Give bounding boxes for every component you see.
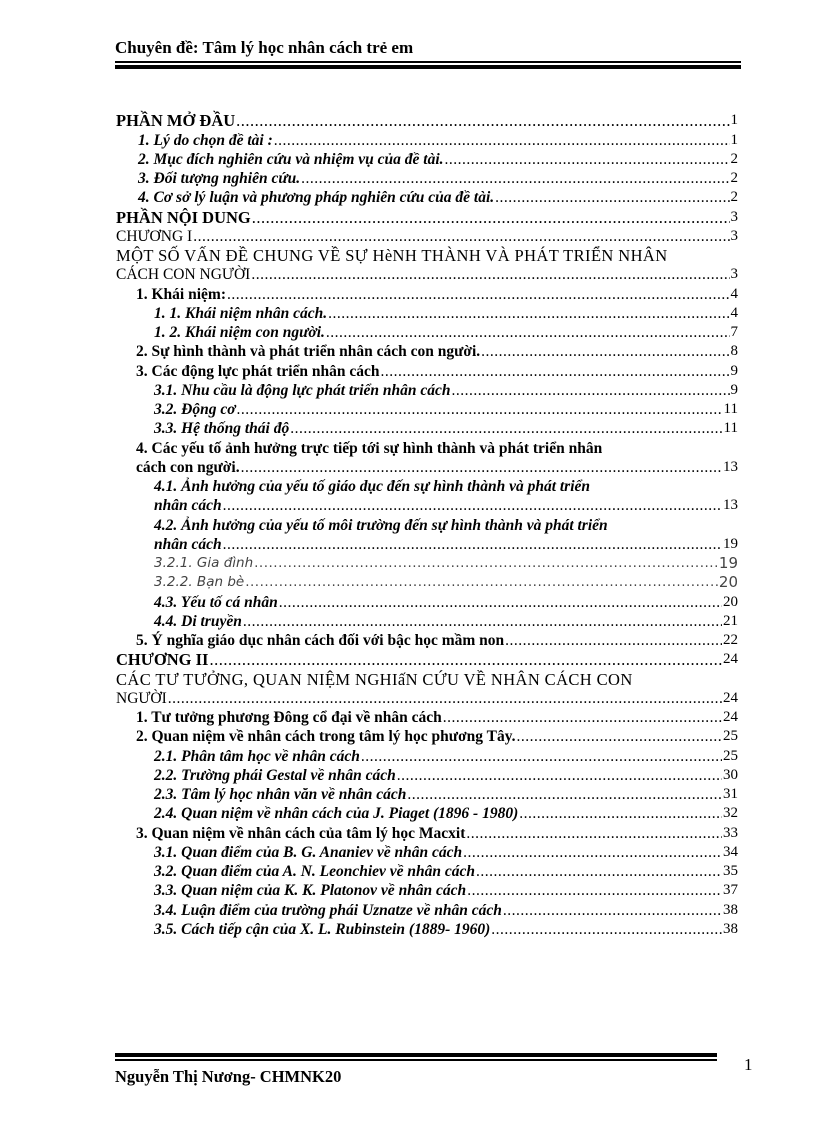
toc-entry-title: 3.3. Quan niệm của K. K. Platonov về nhân cách (154, 882, 467, 900)
toc-leader-dots (407, 785, 722, 804)
toc-entry[interactable] (116, 419, 738, 438)
toc-entry-title: 1. Lý do chọn đề tài : (138, 131, 273, 149)
toc-entry-page: 3 (730, 227, 738, 244)
toc-entry[interactable] (116, 361, 738, 380)
toc-entry[interactable] (116, 804, 738, 823)
toc-entry[interactable] (116, 689, 738, 708)
toc-entry-title: 1. 1. Khái niệm nhân cách. (154, 304, 328, 322)
toc-entry[interactable] (116, 727, 738, 746)
toc-entry-title: 2.3. Tâm lý học nhân văn về nhân cách (154, 786, 407, 803)
toc-entry-title: nhân cách (154, 535, 222, 553)
toc-entry[interactable] (116, 246, 738, 265)
toc-leader-dots (227, 285, 730, 304)
toc-entry-title: 4.1. Ảnh hưởng của yếu tố giáo dục đến sự hình thành và phát triển (154, 478, 591, 495)
toc-entry-title: 2. Mục đích nghiên cứu và nhiệm vụ của đề tài. (138, 150, 444, 168)
toc-leader-dots (274, 131, 730, 150)
toc-entry[interactable] (116, 342, 738, 361)
toc-leader-dots (505, 631, 722, 650)
toc-entry[interactable] (116, 862, 738, 881)
footer-rule-thick (115, 1053, 717, 1057)
toc-entry-title: CHƯƠNG II (116, 650, 209, 670)
toc-entry-title: 1. 2. Khái niệm con người. (154, 324, 325, 341)
toc-entry[interactable] (116, 458, 738, 477)
toc-entry-page: 1 (730, 131, 738, 148)
toc-entry-page: 9 (730, 381, 738, 398)
toc-entry-page: 37 (723, 882, 738, 899)
toc-entry-page: 11 (723, 401, 738, 417)
toc-leader-dots (519, 804, 722, 823)
toc-leader-dots (279, 593, 722, 612)
toc-leader-dots (443, 708, 722, 727)
toc-entry[interactable] (116, 920, 738, 939)
toc-entry-page: 4 (730, 285, 738, 302)
toc-entry-title: 3.2.1. Gia đình (154, 555, 254, 571)
toc-entry-page: 11 (723, 420, 738, 437)
toc-entry-page: 38 (723, 901, 738, 918)
toc-entry[interactable] (116, 323, 738, 342)
toc-entry-title: CÁCH CON NGƯỜI (116, 266, 251, 284)
toc-entry[interactable] (116, 785, 738, 804)
toc-entry-title: 3. Đối tượng nghiên cứu. (138, 170, 301, 187)
toc-leader-dots (223, 496, 722, 515)
toc-entry[interactable] (116, 515, 738, 534)
toc-entry-page: 35 (723, 863, 738, 879)
toc-entry-page: 8 (730, 343, 738, 360)
toc-leader-dots (481, 342, 729, 361)
toc-entry[interactable] (116, 188, 738, 207)
toc-leader-dots (452, 381, 730, 400)
toc-entry-page: 2 (730, 189, 738, 206)
toc-leader-dots (503, 901, 722, 920)
toc-entry[interactable] (116, 843, 738, 862)
toc-entry[interactable] (116, 612, 738, 631)
toc-entry[interactable] (116, 169, 738, 188)
toc-entry-title: 4.4. Di truyền (154, 612, 242, 630)
toc-entry-title: 2.4. Quan niệm về nhân cách của J. Piaget (1896 - 1980) (154, 805, 519, 823)
toc-entry-page: 3 (730, 266, 738, 283)
toc-leader-dots (168, 689, 722, 708)
toc-entry[interactable] (116, 900, 738, 919)
toc-entry-page: 33 (723, 824, 738, 841)
toc-entry[interactable] (116, 381, 738, 400)
toc-entry-page: 13 (723, 458, 738, 475)
toc-entry-title: nhân cách (154, 497, 222, 515)
toc-leader-dots (491, 920, 722, 939)
toc-entry-title: CHƯƠNG I (116, 227, 193, 245)
toc-leader-dots (251, 265, 729, 284)
toc-entry-title: 3. Quan niệm về nhân cách của tâm lý học Macxit (136, 824, 466, 842)
toc-entry-page: 25 (723, 747, 738, 764)
toc-entry[interactable] (116, 766, 738, 785)
toc-entry-title: NGƯỜI (116, 689, 167, 707)
toc-entry-page: 20 (723, 593, 738, 610)
toc-entry[interactable] (116, 227, 738, 246)
footer-rule-thin (115, 1059, 717, 1061)
table-of-contents (116, 111, 738, 939)
toc-entry-title: cách con người. (136, 458, 240, 476)
toc-entry[interactable] (116, 111, 738, 130)
toc-entry-title: 2. Sự hình thành và phát triển nhân cách con người. (136, 343, 481, 361)
footer-page-number: 1 (744, 1055, 753, 1074)
toc-leader-dots (361, 747, 722, 766)
toc-entry-page: 19 (723, 535, 738, 552)
toc-entry-page: 22 (723, 632, 738, 648)
toc-entry[interactable] (116, 573, 738, 592)
toc-entry-title: 3.3. Hệ thống thái độ (154, 420, 290, 438)
toc-entry-title: 3.4. Luận điểm của trường phái Uznatze về nhân cách (154, 901, 502, 919)
toc-entry-title: 2.1. Phân tâm học về nhân cách (154, 747, 360, 765)
toc-entry-title: 4. Cơ sở lý luận và phương pháp nghiên cứu của đề tài. (138, 189, 495, 207)
toc-leader-dots (516, 727, 722, 746)
toc-leader-dots (241, 458, 722, 477)
toc-entry-page: 20 (718, 573, 738, 592)
toc-leader-dots (328, 304, 729, 323)
toc-entry-title: 3.1. Quan điểm của B. G. Ananiev về nhân cách (154, 843, 463, 861)
toc-entry-title: 5. Ý nghĩa giáo dục nhân cách đối với bậc học mầm non (136, 632, 505, 649)
toc-leader-dots (290, 419, 722, 438)
toc-entry-page: 24 (723, 709, 738, 725)
toc-entry-title: PHẦN MỞ ĐẦU (116, 111, 236, 131)
toc-entry-page: 30 (723, 766, 738, 783)
toc-entry[interactable] (116, 265, 738, 284)
toc-leader-dots (463, 843, 722, 862)
toc-entry-title: 2. Quan niệm về nhân cách trong tâm lý học phương Tây. (136, 728, 516, 746)
toc-leader-dots (301, 169, 729, 188)
toc-entry-page: 19 (718, 554, 738, 572)
toc-entry-title: 4.3. Yếu tố cá nhân (154, 593, 278, 611)
toc-entry-title: 1. Tư tưởng phương Đông cổ đại về nhân cách (136, 709, 442, 726)
toc-entry[interactable] (116, 477, 738, 496)
toc-entry-title: 1. Khái niệm: (136, 285, 226, 303)
toc-entry[interactable] (116, 207, 738, 226)
toc-entry-page: 1 (730, 112, 738, 129)
toc-entry-title: 2.2. Trường phái Gestal về nhân cách (154, 766, 396, 784)
toc-entry[interactable] (116, 631, 738, 650)
toc-leader-dots (495, 188, 729, 207)
header-title: Chuyên đề: Tâm lý học nhân cách trẻ em (115, 38, 414, 57)
toc-entry[interactable] (116, 496, 738, 515)
toc-entry-page: 32 (723, 805, 738, 822)
header-rule-thin (115, 61, 741, 63)
toc-entry[interactable] (116, 669, 738, 688)
toc-entry[interactable] (116, 746, 738, 765)
toc-entry[interactable] (116, 708, 738, 727)
toc-entry-title: 3.2. Quan điểm của A. N. Leonchiev về nhân cách (154, 863, 476, 880)
toc-entry-page: 13 (723, 497, 738, 514)
toc-entry-page: 31 (723, 786, 738, 802)
toc-leader-dots (223, 535, 722, 554)
toc-entry-page: 3 (730, 208, 738, 225)
toc-leader-dots (381, 362, 730, 381)
toc-entry-page: 7 (730, 324, 738, 340)
toc-entry-page: 9 (730, 362, 738, 379)
toc-leader-dots (236, 111, 729, 130)
toc-entry[interactable] (116, 881, 738, 900)
footer-author: Nguyễn Thị Nương- CHMNK20 (115, 1067, 342, 1086)
toc-entry-title: PHẦN NỘI DUNG (116, 207, 251, 227)
toc-leader-dots (326, 323, 730, 342)
toc-leader-dots (476, 862, 722, 881)
toc-entry[interactable] (116, 823, 738, 842)
toc-entry[interactable] (116, 284, 738, 303)
toc-entry-title: 3.5. Cách tiếp cận của X. L. Rubinstein (1889- 1960) (154, 920, 491, 938)
toc-leader-dots (397, 766, 722, 785)
toc-leader-dots (445, 150, 730, 169)
toc-entry[interactable] (116, 592, 738, 611)
toc-entry[interactable] (116, 650, 738, 669)
toc-leader-dots (254, 554, 718, 573)
toc-entry-page: 2 (730, 170, 738, 186)
toc-leader-dots (237, 400, 723, 419)
toc-entry-title: MỘT SỐ VẤN ĐỀ CHUNG VỀ SỰ HèNH THÀNH VÀ PHÁT TRIỂN NHÂN (116, 246, 668, 265)
toc-entry-title: 4. Các yếu tố ảnh hưởng trực tiếp tới sự hình thành và phát triển nhân (136, 439, 603, 457)
toc-entry-title: CÁC TƯ TƯỞNG, QUAN NIỆM NGHIấN CỨU VỀ NHÂN CÁCH CON (116, 669, 633, 689)
toc-entry-title: 4.2. Ảnh hưởng của yếu tố môi trường đến sự hình thành và phát triển (154, 516, 608, 534)
toc-entry-title: 3. Các động lực phát triển nhân cách (136, 362, 380, 380)
toc-leader-dots (466, 824, 722, 843)
toc-leader-dots (245, 573, 718, 592)
toc-entry-page: 34 (723, 843, 738, 860)
toc-entry[interactable] (116, 304, 738, 323)
toc-entry-page: 38 (723, 920, 738, 937)
toc-entry-title: 3.2. Động cơ (154, 401, 236, 418)
toc-entry[interactable] (116, 535, 738, 554)
toc-entry-page: 24 (723, 651, 738, 668)
toc-entry-title: 3.2.2. Bạn bè (154, 574, 245, 591)
toc-entry-page: 2 (730, 150, 738, 167)
toc-leader-dots (467, 881, 722, 900)
toc-entry[interactable] (116, 400, 738, 419)
toc-entry-page: 25 (723, 728, 738, 745)
toc-entry[interactable] (116, 150, 738, 169)
toc-leader-dots (243, 612, 722, 631)
toc-entry-page: 21 (723, 612, 738, 629)
toc-leader-dots (193, 227, 729, 246)
toc-leader-dots (252, 208, 730, 227)
header-rule-thick (115, 65, 741, 69)
toc-entry[interactable] (116, 438, 738, 457)
toc-entry[interactable] (116, 130, 738, 149)
toc-leader-dots (209, 650, 722, 669)
toc-entry-page: 4 (730, 304, 738, 321)
toc-entry-title: 3.1. Nhu cầu là động lực phát triển nhân cách (154, 381, 451, 399)
toc-entry[interactable] (116, 554, 738, 573)
toc-entry-page: 24 (723, 689, 738, 706)
